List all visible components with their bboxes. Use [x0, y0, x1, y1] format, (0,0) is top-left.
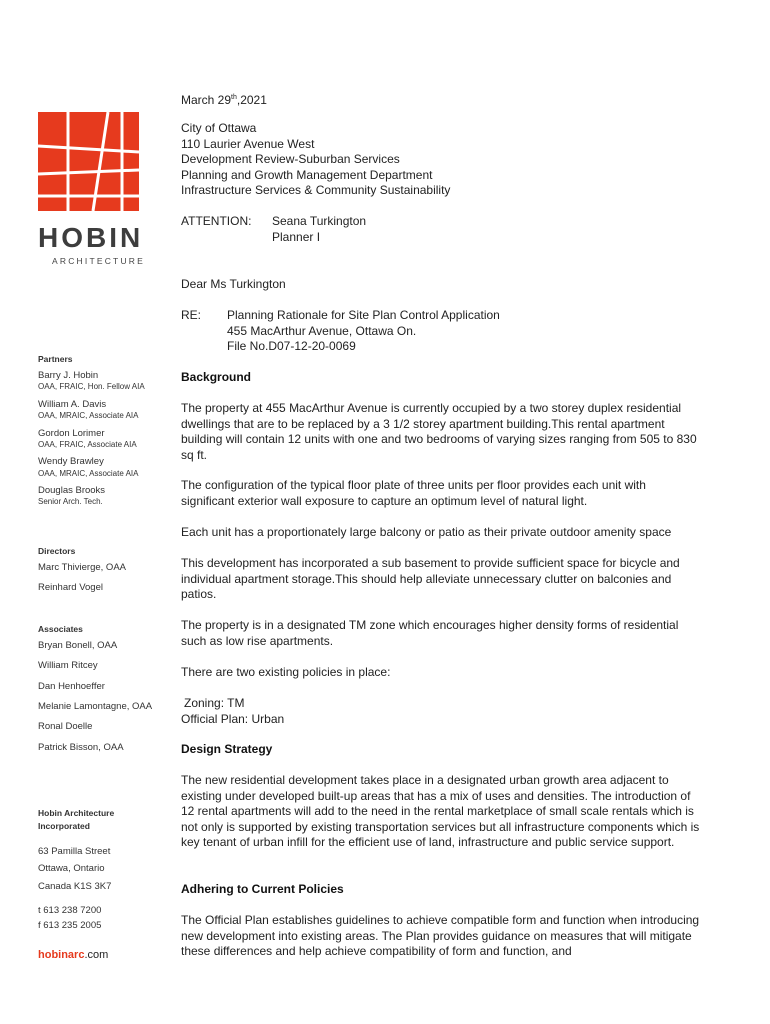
director-name: Marc Thivierge, OAA: [38, 562, 126, 574]
recipient-address: [181, 121, 701, 199]
recipient-line: Planning and Growth Management Department: [181, 167, 433, 182]
associate-name: Dan Henhoeffer: [38, 680, 105, 692]
paragraph: There are two existing policies in place:: [181, 665, 391, 679]
fax-number: f 613 235 2005: [38, 920, 102, 932]
salutation: Dear Ms Turkington: [181, 277, 286, 291]
logo-wordmark: HOBIN: [38, 222, 144, 253]
recipient-line: Infrastructure Services & Community Sustainability: [181, 183, 451, 197]
date-year: ,2021: [236, 93, 267, 107]
associate-name: Melanie Lamontagne, OAA: [38, 701, 153, 713]
partner-name: William A. Davis: [38, 398, 107, 410]
address-line: Canada K1S 3K7: [38, 880, 112, 892]
partner-creds: OAA, MRAIC, Associate AIA: [38, 468, 139, 478]
paragraph: Each unit has a proportionately large balcony or patio as their private outdoor amenity space: [181, 525, 672, 539]
address-line: Ottawa, Ontario: [38, 863, 105, 875]
heading-design-strategy: Design Strategy: [181, 742, 273, 756]
letter-date: [181, 90, 701, 109]
date-suffix: th: [231, 94, 237, 101]
heading-adhering: Adhering to Current Policies: [181, 882, 344, 896]
partner-creds: OAA, MRAIC, Associate AIA: [38, 411, 139, 421]
hobin-logo-mark: [38, 112, 139, 211]
policy-list: [181, 696, 701, 727]
director-name: Reinhard Vogel: [38, 582, 103, 594]
associates-section: [38, 624, 168, 762]
recipient-line: 110 Laurier Avenue West: [181, 136, 315, 151]
recipient-line: Development Review-Suburban Services: [181, 152, 400, 166]
company-name: Hobin Architecture: [38, 808, 115, 818]
paragraph: The Official Plan establishes guidelines to achieve compatible form and function when introducing new development into existing areas. The Plan provides guidance on measures that will mitigate these differences and help achieve compatibility of form and function, and: [181, 913, 700, 958]
associates-heading: Associates: [38, 624, 83, 634]
associate-name: William Ritcey: [38, 660, 98, 672]
directors-section: [38, 546, 168, 603]
partner-name: Douglas Brooks: [38, 484, 106, 496]
paragraph: The configuration of the typical floor plate of three units per floor provides each unit with significant exterior wall exposure to capture an optimum level of natural light.: [181, 478, 646, 508]
partner-name: Barry J. Hobin: [38, 370, 99, 382]
directors-heading: Directors: [38, 546, 76, 556]
website-link[interactable]: [38, 949, 108, 961]
re-line: File No.D07-12-20-0069: [227, 339, 356, 353]
partner-creds: OAA, FRAIC, Hon. Fellow AIA: [38, 382, 145, 392]
associate-name: Bryan Bonell, OAA: [38, 640, 118, 652]
attention-title: Planner I: [272, 229, 321, 244]
partners-section: [38, 354, 168, 514]
address-line: 63 Pamilla Street: [38, 846, 111, 858]
associate-name: Patrick Bisson, OAA: [38, 741, 124, 753]
paragraph: The new residential development takes place in a designated urban growth area adjacent to existing under developed built-up areas that has a mix of uses and densities. The introduction of 12 rental apartments will add to the need in the rental marketplace of small scale rentals which is not only is supported by existing transportation services but all infrastructure components which is key tenant of urban infill for the efficient use of land, infrastructure and public service support.: [181, 773, 700, 849]
partner-creds: Senior Arch. Tech.: [38, 497, 103, 507]
policy-official-plan: Official Plan: Urban: [181, 711, 285, 726]
policy-zoning: Zoning: TM: [184, 696, 245, 710]
company-block: [38, 808, 168, 941]
associate-name: Ronal Doelle: [38, 721, 93, 733]
phone-number: t 613 238 7200: [38, 905, 102, 917]
heading-background: Background: [181, 370, 252, 384]
attention-label: ATTENTION:: [181, 214, 252, 228]
date-text: March 29: [181, 93, 232, 107]
website-accent: hobinarc: [38, 949, 85, 961]
re-block: [181, 308, 701, 355]
attention-name: Seana Turkington: [272, 214, 367, 228]
paragraph: The property is in a designated TM zone which encourages higher density forms of residential such as low rise apartments.: [181, 618, 679, 648]
re-line: 455 MacArthur Avenue, Ottawa On.: [227, 323, 417, 338]
website-suffix: .com: [84, 949, 109, 961]
attention-block: [181, 214, 701, 245]
logo-subtitle: ARCHITECTURE: [52, 256, 145, 266]
partner-creds: OAA, FRAIC, Associate AIA: [38, 439, 137, 449]
partner-name: Wendy Brawley: [38, 456, 104, 468]
re-line: Planning Rationale for Site Plan Control Application: [227, 308, 500, 322]
re-label: RE:: [181, 308, 202, 322]
company-name-suffix: Incorporated: [38, 821, 90, 832]
paragraph: This development has incorporated a sub basement to provide sufficient space for bicycle and individual apartment storage.This should help alleviate unnecessary clutter on balconies and patios.: [181, 556, 680, 601]
paragraph: The property at 455 MacArthur Avenue is currently occupied by a two storey duplex residential dwellings that are to be replaced by a 3 1/2 storey apartment building.This rental apartment building will contain 12 units with one and two bedrooms of varying sizes ranging from 505 to 830 sq ft.: [181, 401, 697, 462]
partner-name: Gordon Lorimer: [38, 427, 105, 439]
recipient-line: City of Ottawa: [181, 121, 257, 135]
partners-heading: Partners: [38, 354, 73, 364]
